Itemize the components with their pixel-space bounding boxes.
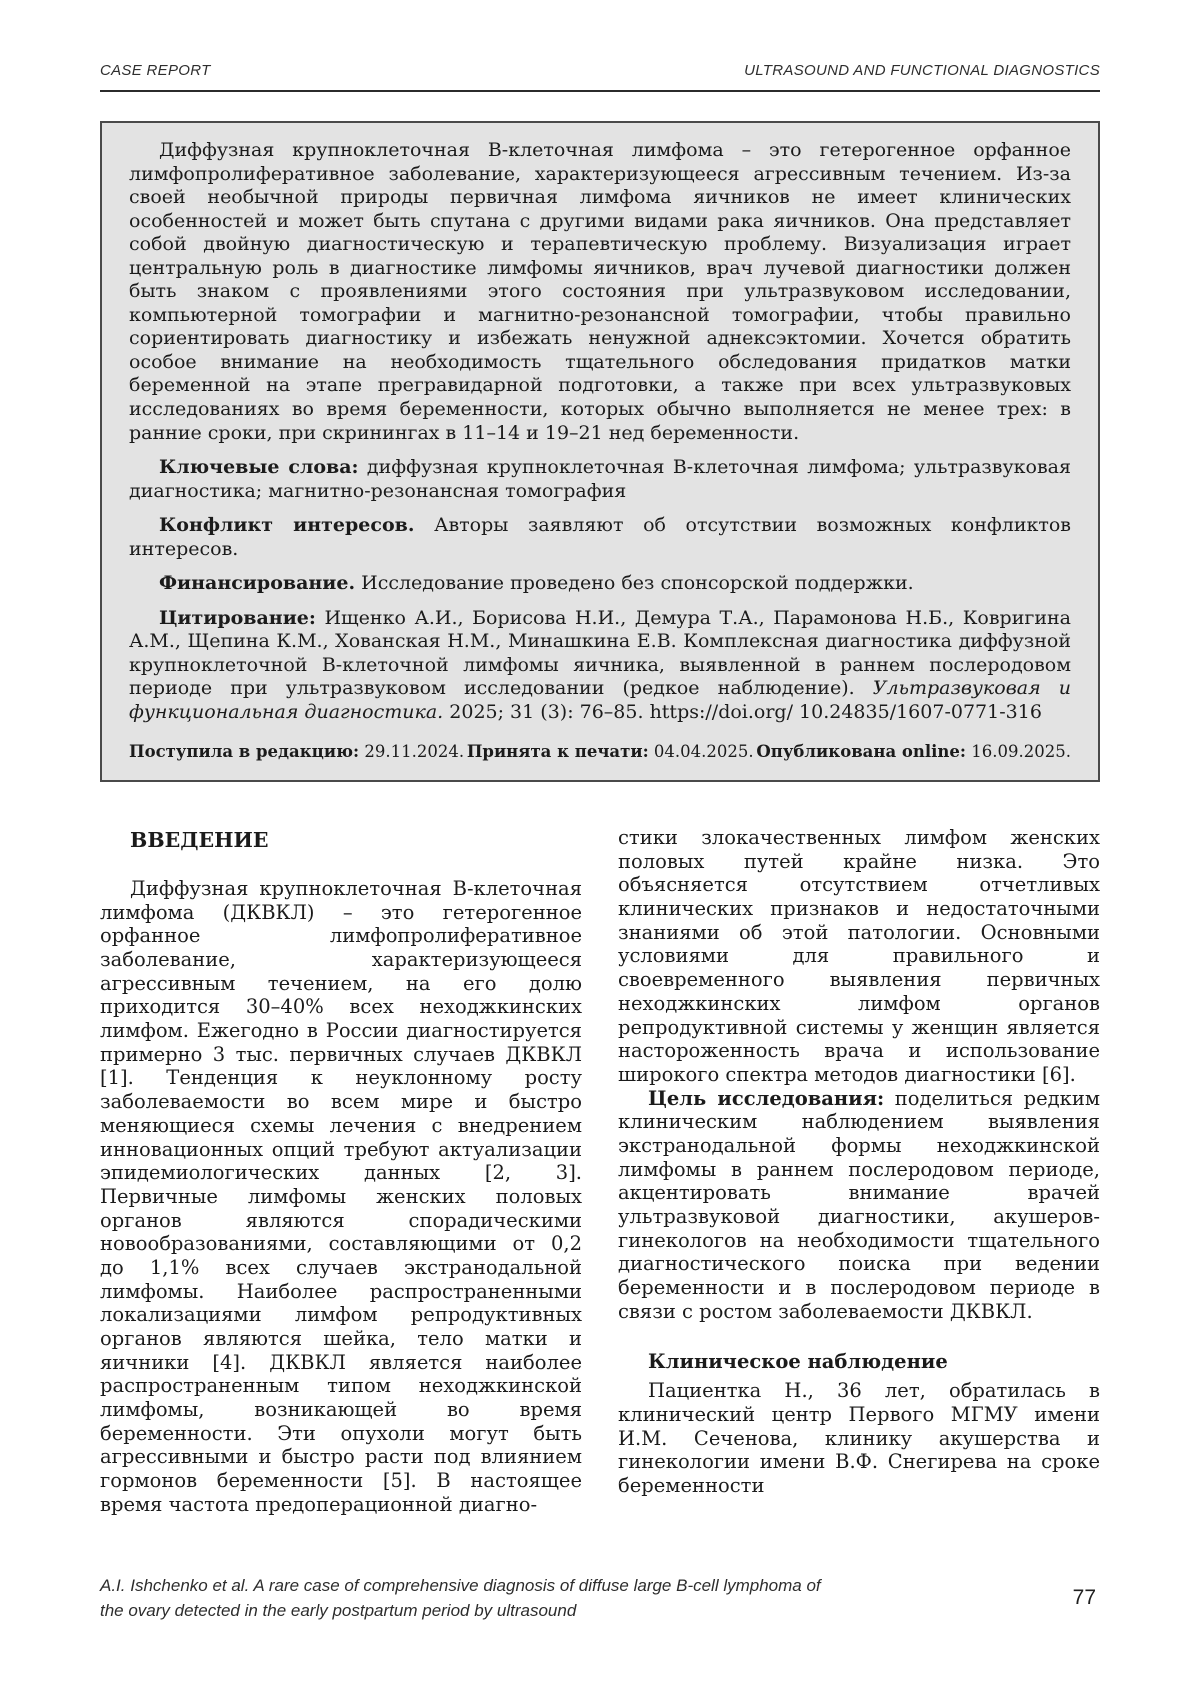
published-item	[756, 742, 1071, 762]
footer-running-title: A.I. Ishchenko et al. A rare case of comprehensive diagnosis of diffuse large B-cell lymphoma of the ovary detected in the early postpartum period by ultrasound	[100, 1575, 821, 1620]
keywords-paragraph	[129, 456, 1071, 503]
running-head	[100, 62, 1100, 92]
accepted-label: Принята к печати:	[466, 741, 649, 761]
running-head-left: CASE REPORT	[100, 62, 211, 79]
abstract-paragraph	[129, 139, 1071, 445]
funding-paragraph	[129, 572, 1071, 596]
received-date: 29.11.2024.	[364, 741, 465, 761]
received-item	[129, 742, 464, 762]
citation-paragraph	[129, 607, 1071, 725]
aim-text: поделиться редким клиническим наблюдением выявления экстранодальной формы неходжкинской лимфомы в раннем послеродовом периоде, акцентировать внимание врачей ультразвуковой диагностики, акушеров-гинекологов на необходимости тщательного диагностического поиска при ведении беременности и в послеродовом периоде в связи с ростом заболеваемости ДКВКЛ.	[618, 1086, 1101, 1323]
introduction-paragraph-continued: стики злокачественных лимфом женских половых путей крайне низка. Это объясняется отсутствием отчетливых клинических признаков и недостаточными знаниями об этой патологии. Основными условиями для правильного и своевременного выявления первичных неходжкинских лимфом органов репродуктивной системы у женщин является настороженность врача и использование широкого спектра методов диагностики [6].	[618, 826, 1100, 1086]
citation-label: Цитирование:	[159, 606, 316, 629]
right-column	[618, 826, 1100, 1516]
received-label: Поступила в редакцию:	[129, 741, 360, 761]
case-report-heading: Клиническое наблюдение	[648, 1350, 948, 1374]
conflict-label: Конфликт интересов.	[159, 514, 415, 537]
citation-doi: 2025; 31 (3): 76–85. https://doi.org/ 10.24835/1607-0771-316	[449, 701, 1042, 724]
funding-text: Исследование проведено без спонсорской поддержки.	[361, 572, 914, 595]
running-head-right: ULTRASOUND AND FUNCTIONAL DIAGNOSTICS	[744, 62, 1100, 79]
abstract-box	[100, 121, 1100, 782]
aim-label: Цель исследования:	[648, 1086, 885, 1110]
journal-page	[100, 0, 1100, 1624]
page-footer	[100, 1573, 1100, 1624]
article-body	[100, 826, 1100, 1516]
published-label: Опубликована online:	[756, 741, 967, 761]
accepted-item	[467, 742, 754, 762]
keywords-label: Ключевые слова:	[159, 456, 359, 479]
published-date: 16.09.2025.	[971, 741, 1071, 761]
left-column	[100, 826, 582, 1516]
introduction-paragraph: Диффузная крупноклеточная В-клеточная лимфома (ДКВКЛ) – это гетерогенное орфанное лимфопролиферативное заболевание, характеризующееся агрессивным течением, на его долю приходится 30–40% всех неходжкинских лимфом. Ежегодно в России диагностируется примерно 3 тыс. первичных случаев ДКВКЛ [1]. Тенденция к неуклонному росту заболеваемости во всем мире и быстро меняющиеся схемы лечения с внедрением инновационных опций требуют актуализации эпидемиологических данных [2, 3]. Первичные лимфомы женских половых органов являются спорадическими новообразованиями, составляющими от 0,2 до 1,1% всех случаев экстранодальной лимфомы. Наиболее распространенными локализациями лимфом репродуктивных органов являются шейка, тело матки и яичники [4]. ДКВКЛ является наиболее распространенным типом неходжкинской лимфомы, возникающей во время беременности. Эти опухоли могут быть агрессивными и быстро расти под влиянием гормонов беременности [5]. В настоящее время частота предоперационной диагно-	[100, 876, 582, 1516]
case-report-paragraph: Пациентка Н., 36 лет, обратилась в клинический центр Первого МГМУ имени И.М. Сеченова, клинику акушерства и гинекологии имени В.Ф. Снегирева на сроке беременности	[618, 1379, 1100, 1497]
article-dates-row	[129, 742, 1071, 762]
conflict-text: Авторы заявляют об отсутствии возможных конфликтов интересов.	[129, 514, 1072, 560]
introduction-heading: ВВЕДЕНИЕ	[130, 828, 269, 853]
citation-journal-title: Ультразвуковая и функциональная диагностика.	[129, 677, 1071, 724]
citation-text: Ищенко А.И., Борисова Н.И., Демура Т.А., Парамонова Н.Б., Ковригина А.М., Щепина К.М., Хованская Н.М., Минашкина Е.В. Комплексная диагностика диффузной крупноклеточной В-клеточной лимфомы яичника, выявленной в раннем послеродовом периоде при ультразвуковом исследовании (редкое наблюдение).	[129, 606, 1071, 700]
accepted-date: 04.04.2025.	[653, 741, 754, 761]
abstract-text: Диффузная крупноклеточная В-клеточная лимфома – это гетерогенное орфанное лимфопролиферативное заболевание, характеризующееся агрессивным течением. Из-за своей необычной природы первичная лимфома яичников не имеет клинических особенностей и может быть спутана с другими видами рака яичников. Она представляет собой двойную диагностическую и терапевтическую проблему. Визуализация играет центральную роль в диагностике лимфомы яичников, врач лучевой диагностики должен быть знаком с проявлениями этого состояния при ультразвуковом исследовании, компьютерной томографии и магнитно-резонансной томографии, чтобы правильно сориентировать диагностику и избежать ненужной аднексэктомии. Хочется обратить особое внимание на необходимость тщательного обследования придатков матки беременной на этапе прегравидарной подготовки, а также при всех ультразвуковых исследованиях во время беременности, которых обычно выполняется не менее трех: в ранние сроки, при скринингах в 11–14 и 19–21 нед беременности.	[129, 139, 1071, 444]
aim-paragraph	[618, 1087, 1100, 1324]
page-number: 77	[1072, 1586, 1096, 1609]
conflict-paragraph	[129, 514, 1071, 561]
funding-label: Финансирование.	[159, 572, 356, 595]
keywords-text: диффузная крупноклеточная В-клеточная лимфома; ультразвуковая диагностика; магнитно-резонансная томография	[129, 456, 1071, 502]
